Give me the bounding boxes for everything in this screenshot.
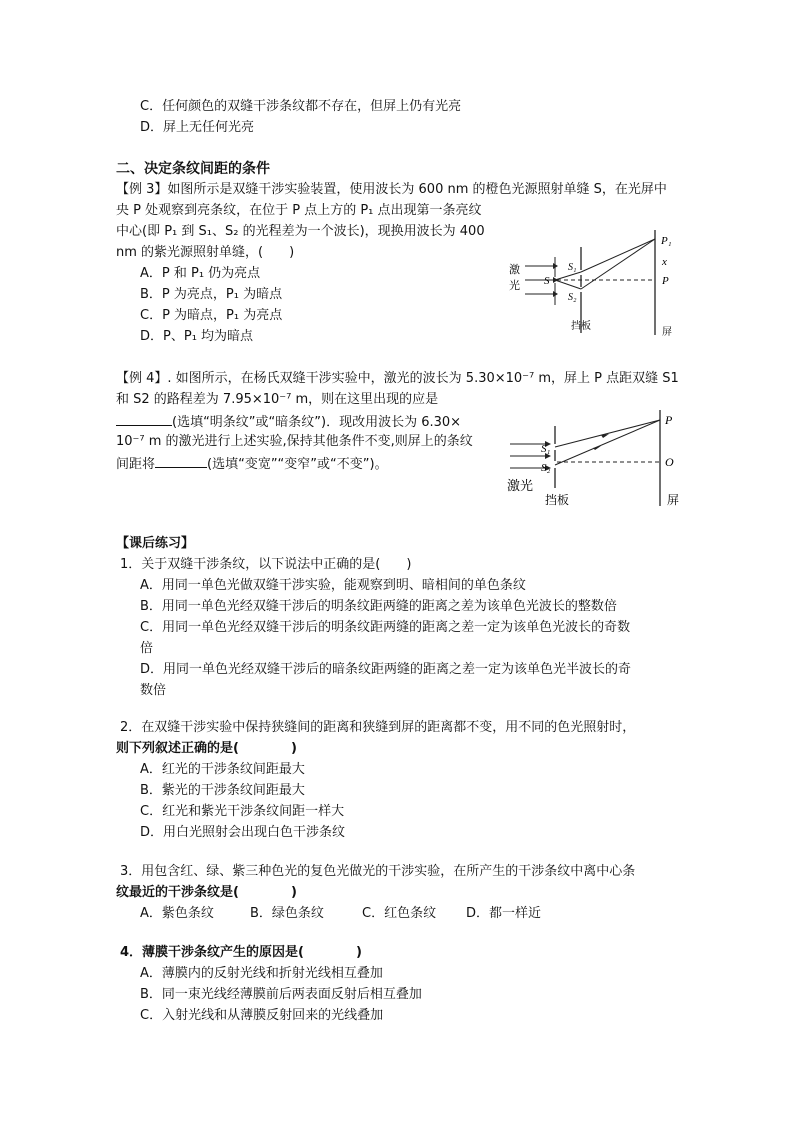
example4-line2: 和 S2 的路程差为 7.95×10⁻⁷ m，则在这里出现的应是 [116, 392, 439, 407]
q1-option-c-line1: C．用同一单色光经双缝干涉后的明条纹距两缝的距离之差一定为该单色光波长的奇数 [140, 620, 631, 635]
double-slit-diagram-1 [505, 225, 700, 340]
label-s: S [544, 275, 550, 287]
ray-s2-p1 [581, 239, 655, 289]
example3-option-d: D．P、P₁ 均为暗点 [140, 329, 254, 344]
q1-stem: 1．关于双缝干涉条纹，以下说法中正确的是( ) [120, 557, 412, 572]
label-laser: 激光 [507, 478, 534, 493]
label-screen: 屏 [667, 493, 680, 507]
label-screen: 屏 [662, 327, 672, 338]
example3-option-b: B．P 为亮点，P₁ 为暗点 [140, 287, 283, 302]
label-s1: S₁ [568, 262, 577, 273]
q2-option-d: D．用白光照射会出现白色干涉条纹 [140, 825, 346, 840]
q3-option-d: D．都一样近 [466, 906, 542, 921]
example4-line1: 【例 4】. 如图所示，在杨氏双缝干涉实验中，激光的波长为 5.30×10⁻⁷ m，屏上 P 点距双缝 S1 [116, 371, 679, 386]
q2-option-a: A．红光的干涉条纹间距最大 [140, 762, 305, 777]
example3-line2: 央 P 处观察到亮条纹，在位于 P 点上方的 P₁ 点出现第一条亮纹 [116, 203, 482, 218]
label-laser-bottom: 光 [509, 280, 520, 292]
answer-blank-2[interactable] [155, 453, 207, 468]
label-p: P [662, 275, 669, 287]
example4-line3 [116, 411, 461, 433]
q2-option-c: C．红光和紫光干涉条纹间距一样大 [140, 804, 345, 819]
q4-option-c: C．入射光线和从薄膜反射回来的光线叠加 [140, 1008, 384, 1023]
q1-option-d-line1: D．用同一单色光经双缝干涉后的暗条纹距两缝的距离之差一定为该单色光半波长的奇 [140, 662, 632, 677]
example3-option-a: A．P 和 P₁ 仍为亮点 [140, 266, 261, 281]
example3-line1: 【例 3】如图所示是双缝干涉实验装置，使用波长为 600 nm 的橙色光源照射单缝 S，在光屏中 [116, 182, 667, 197]
label-s2: S₂ [568, 292, 577, 303]
q1-option-c-line2: 倍 [140, 641, 154, 656]
q4-option-a: A．薄膜内的反射光线和折射光线相互叠加 [140, 966, 383, 981]
answer-blank-1[interactable] [116, 411, 172, 426]
label-p1: P₁ [661, 235, 672, 247]
q4-option-b: B．同一束光线经薄膜前后两表面反射后相互叠加 [140, 987, 422, 1002]
label-s1: S₁ [541, 443, 551, 455]
q3-option-c: C．红色条纹 [362, 906, 437, 921]
q1-option-a: A．用同一单色光做双缝干涉实验，能观察到明、暗相间的单色条纹 [140, 578, 526, 593]
label-baffle: 挡板 [571, 321, 591, 332]
example3-line4: nm 的紫光源照射单缝，( ) [116, 245, 295, 260]
q2-option-b: B．紫光的干涉条纹间距最大 [140, 783, 305, 798]
example4-line5-suffix: (选填“变宽”“变窄”或“不变”)。 [207, 457, 388, 472]
q1-option-b: B．用同一单色光经双缝干涉后的明条纹距两缝的距离之差为该单色光波长的整数倍 [140, 599, 617, 614]
ray-s-s1 [555, 272, 581, 280]
label-x: x [662, 256, 667, 268]
q3-options [140, 904, 541, 924]
option-c-text: C．任何颜色的双缝干涉条纹都不存在，但屏上仍有光亮 [140, 99, 462, 114]
label-s2: S₂ [541, 462, 551, 474]
q3-option-a: A．紫色条纹 [140, 906, 214, 921]
q3-stem-line2: 纹最近的干涉条纹是( ) [116, 885, 297, 900]
example4-line4: 10⁻⁷ m 的激光进行上述实验,保持其他条件不变,则屏上的条纹 [116, 434, 473, 449]
q1-option-d-line2: 数倍 [140, 683, 167, 698]
q2-stem-line2: 则下列叙述正确的是( ) [116, 741, 297, 756]
example3-option-c: C．P 为暗点，P₁ 为亮点 [140, 308, 283, 323]
example4-line5-prefix: 间距将 [116, 457, 156, 472]
ray-s1-p1 [581, 239, 655, 272]
arrow-head-2 [553, 277, 558, 283]
label-baffle: 挡板 [545, 493, 570, 507]
option-d-text: D．屏上无任何光亮 [140, 120, 255, 135]
label-laser-top: 激 [509, 264, 520, 276]
example4-line5 [116, 453, 388, 475]
homework-heading: 【课后练习】 [116, 536, 195, 551]
q2-stem-line1: 2．在双缝干涉实验中保持狭缝间的距离和狭缝到屏的距离都不变，用不同的色光照射时， [120, 720, 636, 735]
q3-option-b: B．绿色条纹 [250, 906, 324, 921]
example3-line3: 中心(即 P₁ 到 S₁、S₂ 的光程差为一个波长)，现换用波长为 400 [116, 224, 485, 239]
ray-s-s2 [555, 280, 581, 289]
double-slit-diagram-2 [505, 408, 700, 513]
example4-line3-text: (选填“明条纹”或“暗条纹”)．现改用波长为 6.30× [172, 415, 462, 430]
q3-stem-line1: 3．用包含红、绿、紫三种色光的复色光做光的干涉实验，在所产生的干涉条纹中离中心条 [120, 864, 636, 879]
section-heading: 二、决定条纹间距的条件 [116, 161, 270, 177]
label-o: O [665, 455, 674, 469]
label-p: P [665, 413, 673, 427]
q4-stem: 4．薄膜干涉条纹产生的原因是( ) [120, 945, 362, 960]
